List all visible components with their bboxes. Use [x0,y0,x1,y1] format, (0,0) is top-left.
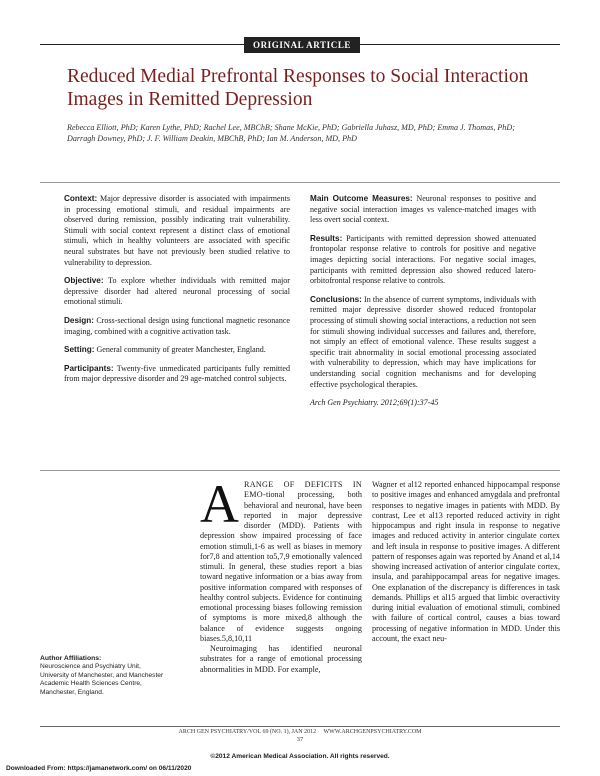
body-paragraph-3: Wagner et al12 reported enhanced hippocampal response to positive images and enhanced amygdala and prefrontal responses to negative images in patients with MDD. By contrast, Lee et al13 reported reduced activity in right hippocampus and right insula in response to negative images and reduced activity in anterior cingulate cortex and left insula in response to positive images. A different pattern of responses again was reported by Anand et al,14 showing increased activation of anterior cingulate cortex, insula, and parahippocampal areas for negative images. One explanation of the discrepancy is differences in task demands. Phillips et al15 argued that limbic overactivity during initial evaluation of emotional stimuli, combined with failure of cortical control, causes a bias toward processing of negative information in MDD. Under this account, the exact neu- [372,480,560,643]
abstract-objective: Objective: To explore whether individuals with remitted major depressive disorder had altered neuronal processing of social emotional stimuli. [64,276,290,307]
abstract-setting: Setting: General community of greater Manchester, England. [64,345,266,355]
journal-line: ARCH GEN PSYCHIATRY/VOL 69 (NO. 1), JAN 2012 WWW.ARCHGENPSYCHIATRY.COM [178,729,422,735]
abstract-participants: Participants: Twenty-five unmedicated participants fully remitted from major depressive disorder and 29 age-matched control subjects. [64,363,291,384]
affiliations-heading: Author Affiliations: [40,655,102,662]
download-stamp: Downloaded From: https://jamanetwork.com/ on 06/11/2020 [6,765,192,772]
abstract-right-column [310,194,536,417]
abstract-left-column [64,194,290,393]
abstract-results: Results: Participants with remitted depression showed attenuated frontopolar response relative to controls for positive and negative images depicting social interactions. For negative social images, participants with remitted depression also showed reduced latero-orbitofrontal response relative to controls. [310,233,537,286]
author-affiliations [40,655,165,697]
affiliations-text: Neuroscience and Psychiatry Unit, University of Manchester, and Manchester Academic Health Sciences Centre, Manchester, England. [40,663,164,696]
running-footer [40,729,560,743]
header-rule-left [40,44,244,45]
body-paragraph-1: ARANGE OF DEFICITS IN EMO-tional processing, both behavioral and neuronal, have been reported in major depressive disorder (MDD). Patients with depression show impaired processing of face emotion stimuli,1-6 as well as biases in memory for7,8 and attention to5,7,9 emotionally valenced stimuli. In general, these studies report a bias toward negative information or a bias away from positive information compared with responses of healthy control subjects. Evidence for continuing emotional processing biases following remission of symptoms is more mixed,8 although the balance of evidence suggests ongoing biases.5,8,10,11 [200,474,362,643]
author-list: Rebecca Elliott, PhD; Karen Lythe, PhD; Rachel Lee, MBChB; Shane McKie, PhD; Gabriella Juhasz, MD, PhD; Emma J. Thomas, PhD; Darragh Downey, PhD; J. F. William Deakin, MBChB, PhD; Ian M. Anderson, MD, PhD [67,123,515,143]
article-title: Reduced Medial Prefrontal Responses to Social Interaction Images in Remitted Depression [67,66,529,110]
abstract-bottom-rule [40,470,560,471]
abstract-design: Design: Cross-sectional design using functional magnetic resonance imaging, combined with a cognitive activation task. [64,315,291,336]
section-tag: ORIGINAL ARTICLE [244,37,360,53]
body-column-1 [200,474,362,675]
abstract-outcome: Main Outcome Measures: Neuronal responses to positive and negative social interaction images vs valence-matched images with less overt social context. [310,194,537,225]
abstract-conclusions: Conclusions: In the absence of current symptoms, individuals with remitted major depressive disorder showed reduced frontopolar processing of stimuli showing social interactions, a reduction not seen for stimuli showing individual successes and failures and, therefore, not simply an effect of emotional valence. These results suggest a specific trait abnormality in social emotional processing associated with vulnerability to depression, which may have implications for understanding social cognition mechanisms and for developing effective psychological therapies. [310,294,536,389]
header-rule-right [360,44,560,45]
body-paragraph-2: Neuroimaging has identified neuronal substrates for a range of emotional processing abnormalities in MDD. For example, [200,644,362,674]
footer-rule [40,726,560,727]
abstract-citation: Arch Gen Psychiatry. 2012;69(1):37-45 [310,398,439,408]
abstract-top-rule [40,182,560,183]
abstract-context: Context: Major depressive disorder is associated with impairments in processing emotional stimuli, and residual impairments are observed during remission, possibly indicating trait vulnerability. Stimuli with social context represent a distinct class of emotional stimuli, which in healthy volunteers are associated with specific neural substrates but have not previously been studied relative to vulnerability to depression. [64,194,290,267]
page-number: 37 [296,736,304,743]
dropcap: A [200,474,239,534]
body-column-2 [372,480,560,644]
copyright-line: ©2012 American Medical Association. All rights reserved. [210,753,390,760]
